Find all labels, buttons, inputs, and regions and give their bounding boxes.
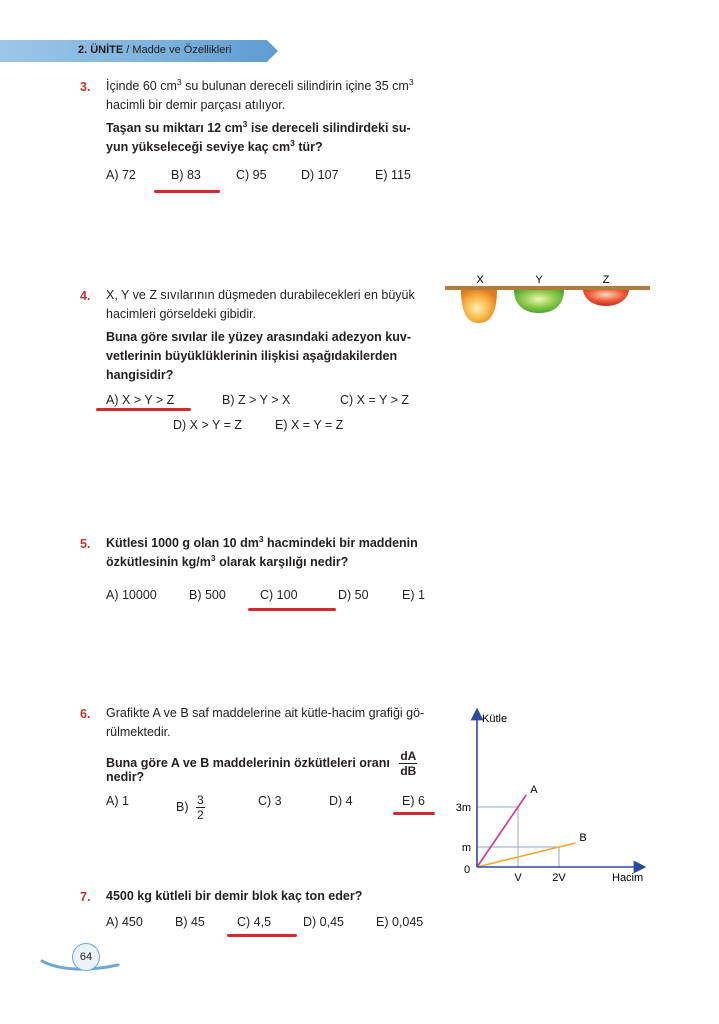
- x-axis-label: Hacim: [612, 872, 644, 884]
- q3-line2: hacimli bir demir parçası atılıyor.: [106, 98, 286, 112]
- q4-bold-line3: hangisidir?: [106, 368, 174, 382]
- q7-answer-underline: [227, 934, 297, 937]
- droplet-y: [514, 290, 564, 313]
- q6-option-a[interactable]: A) 1: [106, 794, 129, 808]
- q5-option-d[interactable]: D) 50: [338, 588, 369, 602]
- q6-option-e[interactable]: E) 6: [402, 794, 425, 808]
- x-tick-2v: 2V: [552, 872, 566, 884]
- y-tick-m: m: [461, 842, 471, 854]
- series-label-b: B: [579, 832, 587, 844]
- q6-option-c[interactable]: C) 3: [258, 794, 282, 808]
- question-6-text: [106, 704, 436, 742]
- q6-option-d[interactable]: D) 4: [329, 794, 353, 808]
- q4-bold-line1: Buna göre sıvılar ile yüzey arasındaki adezyon kuv-: [106, 330, 411, 344]
- q5-option-c[interactable]: C) 100: [260, 588, 298, 602]
- q3-option-c[interactable]: C) 95: [236, 168, 267, 182]
- q4-option-e[interactable]: E) X = Y = Z: [275, 418, 344, 432]
- question-3-text: [106, 77, 436, 157]
- q6-option-b[interactable]: B) $\frac{3}{2}$: [176, 793, 204, 822]
- q3-option-b[interactable]: B) 83: [171, 168, 201, 182]
- q7-option-c[interactable]: C) 4,5: [237, 915, 272, 929]
- q6-bold-line2: nedir?: [106, 770, 145, 784]
- question-3-number: 3.: [80, 80, 91, 94]
- droplet-x: [461, 290, 497, 323]
- q4-option-d[interactable]: D) X > Y = Z: [173, 418, 243, 432]
- q5-option-b[interactable]: B) 500: [189, 588, 226, 602]
- q3-option-e[interactable]: E) 115: [375, 168, 411, 182]
- q4-answer-underline: [96, 408, 191, 411]
- question-6-number: 6.: [80, 707, 91, 721]
- q7-option-d[interactable]: D) 0,45: [303, 915, 344, 929]
- q3-option-a[interactable]: A) 72: [106, 168, 136, 182]
- q6-option-b-fraction: $\frac{3}{2}$: [196, 793, 204, 822]
- origin-label: 0: [463, 864, 471, 876]
- droplet-label-z: Z: [602, 274, 610, 286]
- q5-bold-line2: özkütlesinin $kg/m^3$ olarak karşılığı nedir?: [106, 552, 349, 569]
- droplet-label-y: Y: [535, 274, 543, 286]
- question-4-number: 4.: [80, 289, 91, 303]
- droplets-figure: [440, 268, 655, 330]
- mass-volume-chart: [440, 700, 655, 890]
- droplet-label-x: X: [476, 274, 484, 286]
- q4-option-c[interactable]: C) X = Y > Z: [340, 393, 410, 407]
- y-tick-3m: 3m: [455, 802, 471, 814]
- droplet-z: [583, 290, 629, 306]
- ratio-denominator: dB: [400, 764, 417, 778]
- q3-answer-underline: [154, 190, 220, 193]
- page-number: 64: [72, 943, 100, 971]
- question-4-text: [106, 286, 436, 385]
- q3-option-d[interactable]: D) 107: [301, 168, 339, 182]
- q5-bold-line1: Kütlesi 1000 g olan 10 $dm^3$ hacmindeki bir maddenin: [106, 533, 418, 550]
- ratio-numerator: dA: [400, 749, 417, 763]
- q4-line2: hacimleri görseldeki gibidir.: [106, 307, 257, 321]
- q7-option-b[interactable]: B) 45: [175, 915, 205, 929]
- x-tick-v: V: [514, 872, 522, 884]
- q4-option-b[interactable]: B) Z > Y > X: [222, 393, 291, 407]
- q4-line1: X, Y ve Z sıvılarının düşmeden durabilecekleri en büyük: [106, 288, 415, 302]
- q7-option-a[interactable]: A) 450: [106, 915, 143, 929]
- question-5-text: [106, 534, 436, 572]
- q6-answer-underline: [393, 812, 435, 815]
- q3-line1: İçinde 60 $cm^3$ su bulunan dereceli silindirin içine 35 $cm^3$: [106, 76, 414, 93]
- q6-line1: Grafikte A ve B saf maddelerine ait kütle-hacim grafiği gö-: [106, 706, 425, 720]
- question-7-number: 7.: [80, 890, 91, 904]
- y-axis-label: Kütle: [482, 713, 508, 725]
- series-label-a: A: [530, 784, 538, 796]
- surface-bar: [445, 286, 650, 290]
- q6-bold-line1: Buna göre A ve B maddelerinin özkütleleri oranı $\frac{dA}{dB}$: [106, 749, 417, 778]
- unit-header: 2. ÜNİTE / Madde ve Özellikleri: [78, 44, 232, 56]
- ratio-fraction: [399, 750, 417, 777]
- q5-answer-underline: [248, 608, 336, 611]
- q4-bold-line2: vetlerinin büyüklüklerinin ilişkisi aşağıdakilerden: [106, 349, 398, 363]
- q5-option-e[interactable]: E) 1: [402, 588, 425, 602]
- q3-bold-line1: Taşan su miktarı 12 $cm^3$ ise dereceli silindirdeki su-: [106, 118, 411, 135]
- q5-option-a[interactable]: A) 10000: [106, 588, 157, 602]
- question-7-text: 4500 kg kütleli bir demir blok kaç ton eder?: [106, 889, 363, 903]
- question-5-number: 5.: [80, 537, 91, 551]
- q3-bold-line2: yun yükseleceği seviye kaç $cm^3$ tür?: [106, 137, 323, 154]
- q7-option-e[interactable]: E) 0,045: [376, 915, 424, 929]
- q4-option-a[interactable]: A) X > Y > Z: [106, 393, 175, 407]
- q6-line2: rülmektedir.: [106, 725, 171, 739]
